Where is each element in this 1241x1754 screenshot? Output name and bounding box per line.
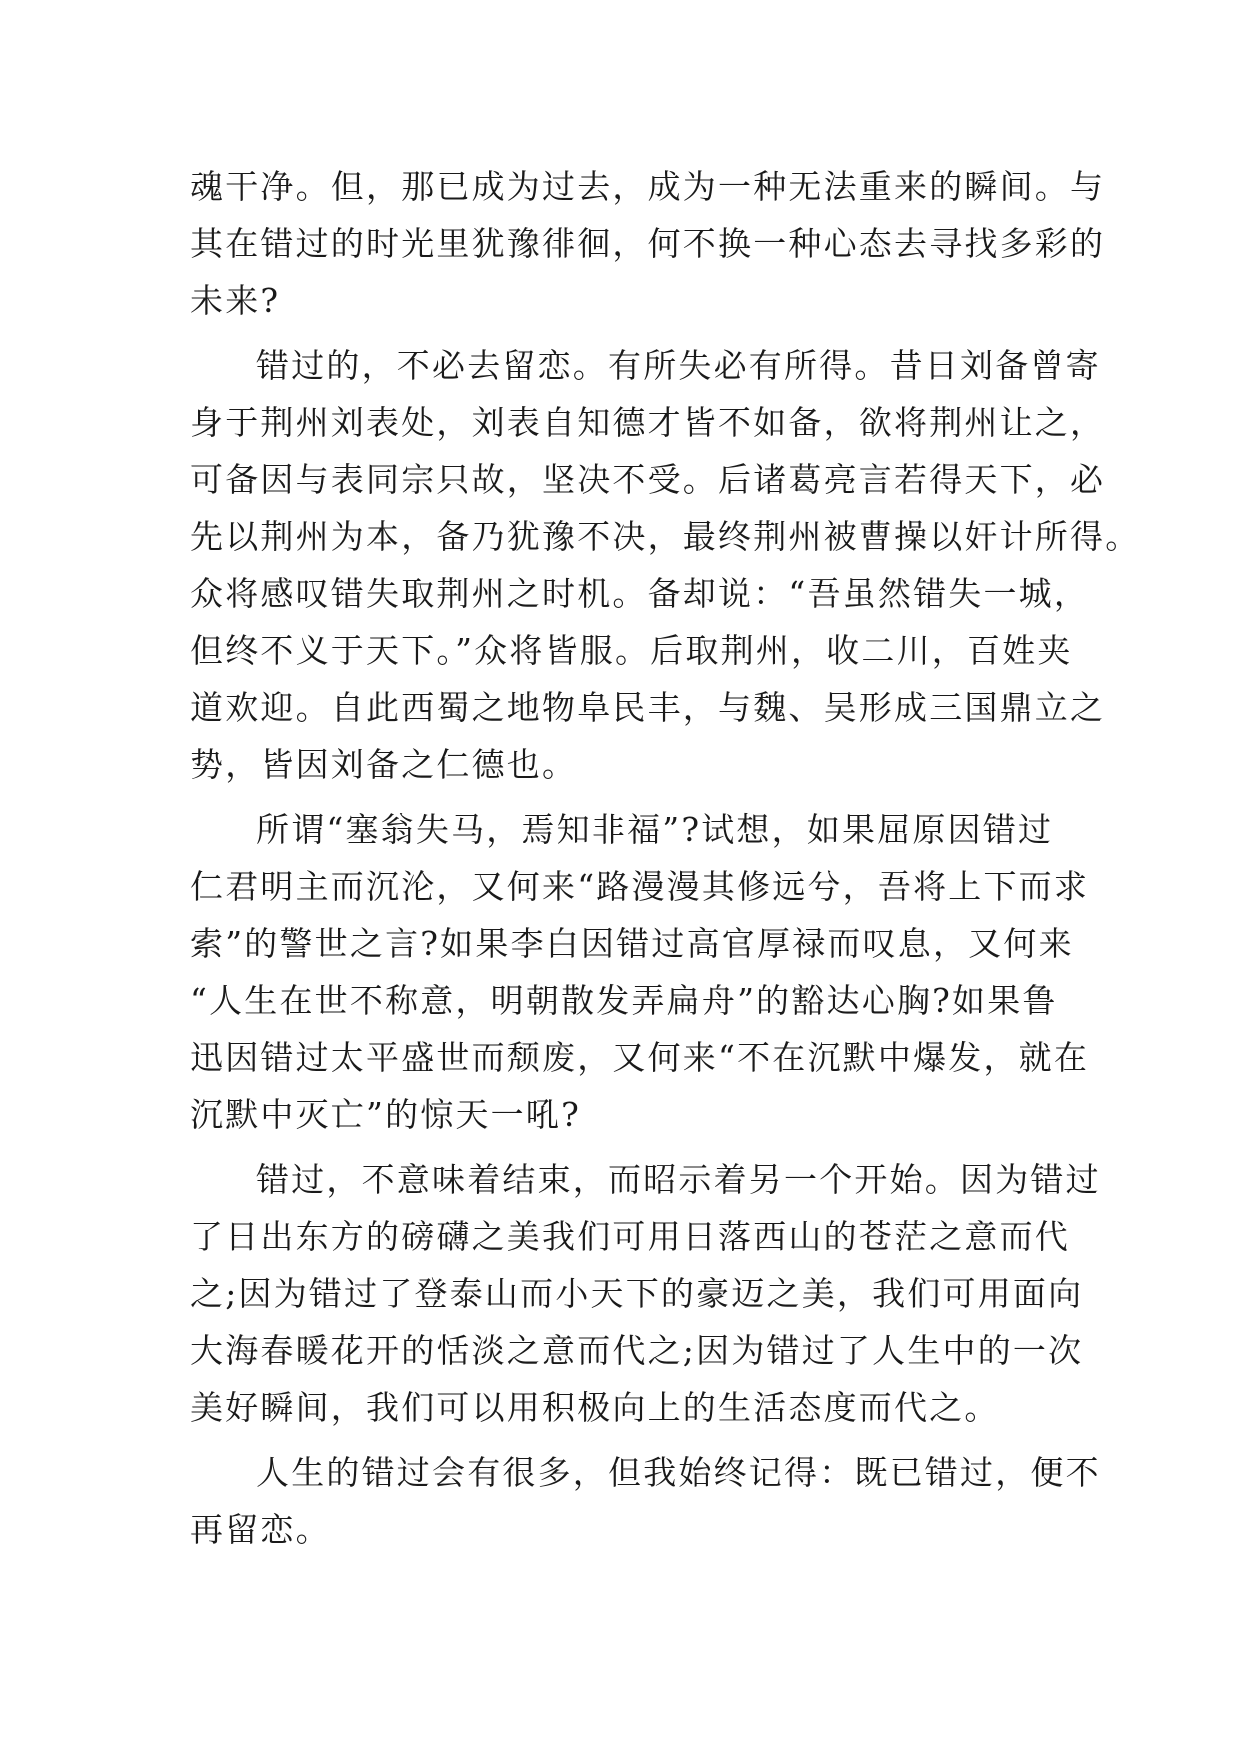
paragraph-2 <box>190 337 1141 793</box>
text-line: 沉默中灭亡”的惊天一吼? <box>190 1095 581 1134</box>
document-body <box>190 158 1141 1558</box>
text-line: 错过，不意味着结束，而昭示着另一个开始。因为错过 <box>256 1160 1101 1199</box>
text-line: 仁君明主而沉沦，又何来“路漫漫其修远兮，吾将上下而求 <box>190 867 1090 906</box>
paragraph-5 <box>190 1444 1101 1558</box>
text-line: 大海春暖花开的恬淡之意而代之;因为错过了人生中的一次 <box>190 1331 1084 1370</box>
text-line: 错过的，不必去留恋。有所失必有所得。昔日刘备曾寄 <box>256 346 1101 385</box>
text-line: 之;因为错过了登泰山而小天下的豪迈之美，我们可用面向 <box>190 1274 1084 1313</box>
text-line: 身于荆州刘表处，刘表自知德才皆不如备，欲将荆州让之， <box>190 403 1106 442</box>
text-line: 其在错过的时光里犹豫徘徊，何不换一种心态去寻找多彩的 <box>190 224 1106 263</box>
text-line: 迅因错过太平盛世而颓废，又何来“不在沉默中爆发，就在 <box>190 1038 1090 1077</box>
text-line: 但终不义于天下。”众将皆服。后取荆州，收二川，百姓夹 <box>190 631 1073 670</box>
text-line: 众将感叹错失取荆州之时机。备却说：“吾虽然错失一城， <box>190 574 1090 613</box>
text-line: 美好瞬间，我们可以用积极向上的生活态度而代之。 <box>190 1388 1000 1427</box>
text-line: 再留恋。 <box>190 1510 331 1549</box>
text-line: “人生在世不称意，明朝散发弄扁舟”的豁达心胸?如果鲁 <box>190 981 1058 1020</box>
text-line: 势，皆因刘备之仁德也。 <box>190 745 578 784</box>
text-line: 魂干净。但，那已成为过去，成为一种无法重来的瞬间。与 <box>190 167 1106 206</box>
paragraph-4 <box>190 1151 1101 1436</box>
text-line: 了日出东方的磅礴之美我们可用日落西山的苍茫之意而代 <box>190 1217 1070 1256</box>
text-line: 先以荆州为本，备乃犹豫不决，最终荆州被曹操以奸计所得。 <box>190 517 1141 556</box>
paragraph-1 <box>190 158 1106 329</box>
text-line: 道欢迎。自此西蜀之地物阜民丰，与魏、吴形成三国鼎立之 <box>190 688 1106 727</box>
text-line: 所谓“塞翁失马，焉知非福”?试想，如果屈原因错过 <box>256 810 1054 849</box>
text-line: 索”的警世之言?如果李白因错过高官厚禄而叹息，又何来 <box>190 924 1074 963</box>
paragraph-3 <box>190 801 1090 1143</box>
text-line: 未来? <box>190 281 281 320</box>
text-line: 可备因与表同宗只故，坚决不受。后诸葛亮言若得天下，必 <box>190 460 1106 499</box>
text-line: 人生的错过会有很多，但我始终记得：既已错过，便不 <box>256 1453 1101 1492</box>
